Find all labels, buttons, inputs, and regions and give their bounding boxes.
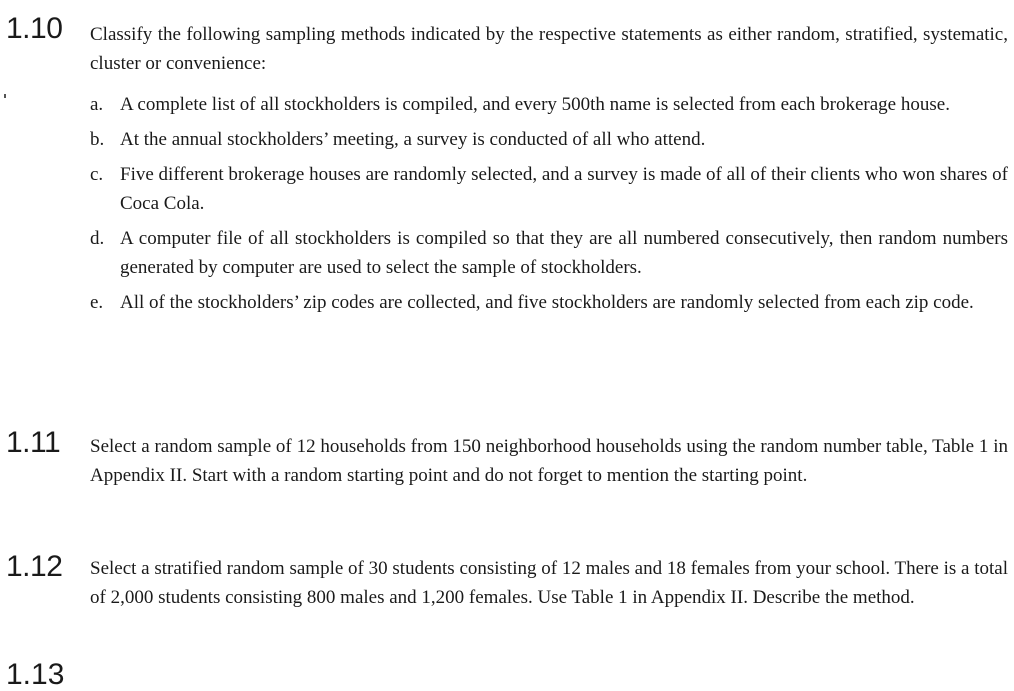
problem-intro: Classify the following sampling methods indicated by the respective statements as either random, stratified, systematic, cluster or convenience: [90, 24, 1008, 74]
item-text: A computer file of all stockholders is compiled so that they are all numbered consecutively, then random numbers generated by computer are used to select the sample of stockholders. [120, 228, 1008, 278]
problem-text: Select a stratified random sample of 30 students consisting of 12 males and 18 females from your school. There is a total of 2,000 students consisting 800 males and 1,200 females. Use Table 1 in Appendix II. Describe the method. [90, 558, 1008, 608]
scan-speck [4, 94, 6, 98]
problem-number: 1.10 [6, 12, 63, 45]
item-text: A complete list of all stockholders is compiled, and every 500th name is selected from each brokerage house. [120, 94, 950, 115]
list-item [90, 160, 1008, 218]
problem-number: 1.12 [6, 550, 63, 583]
list-item [90, 125, 1008, 154]
problem-number: 1.11 [6, 426, 61, 459]
item-letter: b. [90, 129, 105, 150]
item-letter: d. [90, 228, 105, 249]
problem-number: 1.13 [6, 658, 65, 691]
list-item [90, 224, 1008, 282]
list-item [90, 90, 1008, 119]
item-letter: e. [90, 292, 104, 313]
item-text: All of the stockholders’ zip codes are collected, and five stockholders are randomly selected from each zip code. [120, 292, 974, 313]
item-list [90, 90, 1008, 323]
problem-text: Select a random sample of 12 households from 150 neighborhood households using the random number table, Table 1 in Appendix II. Start with a random starting point and do not forget to mention the starting point. [90, 436, 1008, 486]
list-item [90, 288, 1008, 317]
item-text: Five different brokerage houses are randomly selected, and a survey is made of all of their clients who won shares of Coca Cola. [120, 164, 1008, 214]
next-problem-number-cutoff [6, 658, 66, 691]
item-text: At the annual stockholders’ meeting, a survey is conducted of all who attend. [120, 129, 706, 150]
item-letter: a. [90, 94, 104, 115]
item-letter: c. [90, 164, 104, 185]
